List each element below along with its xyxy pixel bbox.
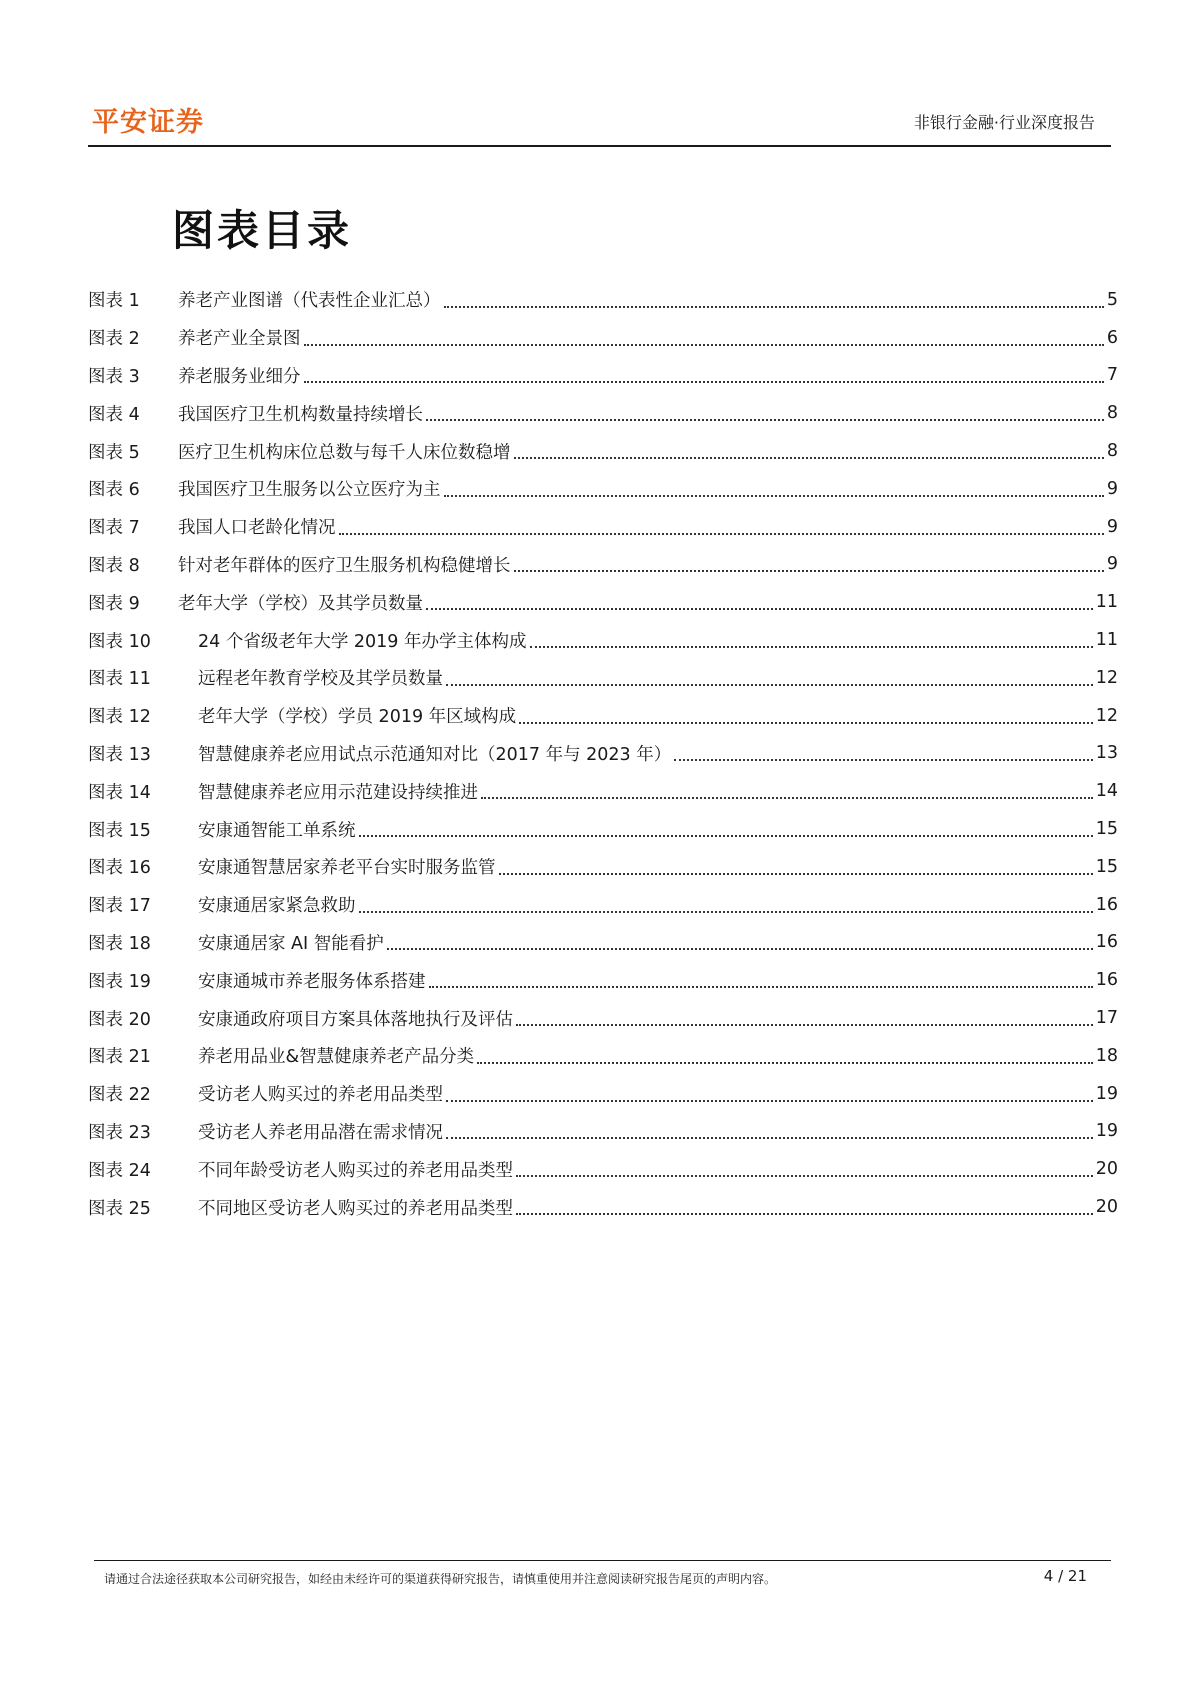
toc-dot-leader [444,495,1104,497]
toc-entry-5[interactable] [88,432,1118,470]
toc-entry-title: 养老产业全景图 [178,329,301,350]
toc-entry-page: 5 [1106,289,1118,310]
toc-entry-page: 16 [1095,932,1118,953]
toc-dot-leader [514,570,1104,572]
toc-entry-page: 12 [1095,705,1118,726]
toc-entry-23[interactable] [88,1113,1118,1151]
toc-entry-label: 图表 2 [88,329,140,350]
toc-entry-16[interactable] [88,848,1118,886]
toc-entry-page: 17 [1095,1008,1118,1029]
company-logo: 平安证券 [92,107,204,138]
toc-dot-leader [429,986,1093,988]
toc-dot-leader [426,608,1093,610]
page-number: 4 / 21 [1043,1567,1087,1585]
toc-dot-leader [387,948,1093,950]
footer-disclaimer: 请通过合法途径获取本公司研究报告，如经由未经许可的渠道获得研究报告，请慎重使用并注意阅读研究报告尾页的声明内容。 [104,1572,777,1586]
toc-entry-label: 图表 4 [88,404,140,425]
toc-entry-11[interactable] [88,659,1118,697]
toc-entry-title: 安康通智能工单系统 [198,820,356,841]
toc-entry-title: 安康通居家 AI 智能看护 [198,933,384,954]
toc-entry-label: 图表 10 [88,631,151,652]
toc-entry-label: 图表 3 [88,366,140,387]
toc-entry-page: 11 [1095,592,1118,613]
toc-entry-19[interactable] [88,961,1118,999]
report-type-label: 非银行金融·行业深度报告 [913,113,1095,132]
toc-dot-leader [446,684,1093,686]
toc-entry-2[interactable] [88,319,1118,357]
toc-entry-title: 养老产业图谱（代表性企业汇总） [178,291,441,312]
toc-entry-12[interactable] [88,697,1118,735]
toc-entry-title: 受访老人购买过的养老用品类型 [198,1085,443,1106]
toc-entry-18[interactable] [88,924,1118,962]
toc-dot-leader [444,306,1104,308]
toc-entry-label: 图表 20 [88,1009,151,1030]
toc-entry-24[interactable] [88,1150,1118,1188]
toc-entry-title: 24 个省级老年大学 2019 年办学主体构成 [198,631,527,652]
toc-entry-21[interactable] [88,1037,1118,1075]
toc-dot-leader [426,419,1104,421]
toc-entry-label: 图表 8 [88,555,140,576]
toc-entry-title: 安康通政府项目方案具体落地执行及评估 [198,1009,513,1030]
toc-entry-label: 图表 9 [88,593,140,614]
toc-dot-leader [304,344,1104,346]
toc-dot-leader [519,722,1093,724]
toc-entry-8[interactable] [88,546,1118,584]
toc-entry-page: 6 [1106,327,1118,348]
toc-entry-title: 养老服务业细分 [178,366,301,387]
toc-entry-label: 图表 5 [88,442,140,463]
toc-entry-page: 15 [1095,819,1118,840]
toc-entry-label: 图表 21 [88,1047,151,1068]
toc-entry-page: 19 [1095,1121,1118,1142]
toc-dot-leader [516,1213,1093,1215]
toc-entry-13[interactable] [88,735,1118,773]
toc-entry-page: 12 [1095,667,1118,688]
toc-entry-label: 图表 22 [88,1085,151,1106]
toc-entry-page: 15 [1095,856,1118,877]
toc-entry-page: 8 [1106,441,1118,462]
toc-dot-leader [514,457,1104,459]
toc-entry-title: 我国医疗卫生服务以公立医疗为主 [178,480,441,501]
toc-entry-page: 8 [1106,403,1118,424]
toc-entry-17[interactable] [88,886,1118,924]
toc-entry-title: 安康通智慧居家养老平台实时服务监管 [198,858,496,879]
toc-entry-page: 20 [1095,1159,1118,1180]
toc-entry-label: 图表 16 [88,858,151,879]
toc-entry-1[interactable] [88,281,1118,319]
toc-entry-3[interactable] [88,357,1118,395]
toc-dot-leader [516,1175,1093,1177]
toc-dot-leader [359,911,1093,913]
toc-entry-10[interactable] [88,621,1118,659]
toc-entry-page: 11 [1095,630,1118,651]
toc-entry-title: 受访老人养老用品潜在需求情况 [198,1122,443,1143]
toc-list [88,281,1118,1226]
toc-entry-page: 20 [1095,1197,1118,1218]
toc-entry-page: 7 [1106,365,1118,386]
toc-entry-title: 我国人口老龄化情况 [178,518,336,539]
toc-entry-title: 养老用品业&智慧健康养老产品分类 [198,1047,475,1068]
toc-entry-label: 图表 18 [88,933,151,954]
toc-entry-6[interactable] [88,470,1118,508]
toc-entry-title: 安康通居家紧急救助 [198,896,356,917]
toc-entry-title: 医疗卫生机构床位总数与每千人床位数稳增 [178,442,511,463]
toc-dot-leader [339,533,1104,535]
toc-dot-leader [477,1062,1093,1064]
toc-entry-22[interactable] [88,1075,1118,1113]
header-divider [88,145,1111,147]
toc-entry-label: 图表 25 [88,1198,151,1219]
toc-entry-label: 图表 24 [88,1160,151,1181]
toc-entry-label: 图表 15 [88,820,151,841]
toc-entry-title: 我国医疗卫生机构数量持续增长 [178,404,423,425]
toc-entry-title: 老年大学（学校）学员 2019 年区域构成 [198,707,517,728]
toc-entry-label: 图表 6 [88,480,140,501]
toc-entry-4[interactable] [88,394,1118,432]
toc-entry-page: 19 [1095,1083,1118,1104]
toc-entry-title: 不同地区受访老人购买过的养老用品类型 [198,1198,513,1219]
toc-dot-leader [499,873,1093,875]
toc-entry-label: 图表 12 [88,707,151,728]
toc-title: 图表目录 [172,206,353,255]
toc-entry-label: 图表 19 [88,971,151,992]
toc-entry-title: 智慧健康养老应用试点示范通知对比（2017 年与 2023 年） [198,744,672,765]
toc-entry-7[interactable] [88,508,1118,546]
toc-entry-14[interactable] [88,772,1118,810]
toc-entry-9[interactable] [88,583,1118,621]
toc-entry-label: 图表 7 [88,518,140,539]
toc-entry-title: 针对老年群体的医疗卫生服务机构稳健增长 [178,555,511,576]
toc-entry-25[interactable] [88,1188,1118,1226]
toc-entry-page: 9 [1106,554,1118,575]
toc-dot-leader [446,1100,1093,1102]
toc-dot-leader [304,381,1104,383]
toc-entry-page: 14 [1095,781,1118,802]
toc-dot-leader [446,1137,1093,1139]
toc-entry-label: 图表 13 [88,744,151,765]
toc-entry-page: 18 [1095,1045,1118,1066]
toc-dot-leader [516,1024,1093,1026]
toc-entry-page: 16 [1095,894,1118,915]
toc-dot-leader [530,646,1093,648]
toc-entry-label: 图表 1 [88,291,140,312]
toc-entry-label: 图表 11 [88,669,151,690]
toc-entry-page: 13 [1095,743,1118,764]
toc-entry-20[interactable] [88,999,1118,1037]
toc-entry-page: 9 [1106,516,1118,537]
toc-entry-label: 图表 17 [88,896,151,917]
toc-entry-page: 16 [1095,970,1118,991]
toc-entry-title: 老年大学（学校）及其学员数量 [178,593,423,614]
toc-dot-leader [359,835,1093,837]
toc-dot-leader [674,759,1092,761]
toc-entry-title: 远程老年教育学校及其学员数量 [198,669,443,690]
toc-entry-title: 安康通城市养老服务体系搭建 [198,971,426,992]
toc-entry-title: 不同年龄受访老人购买过的养老用品类型 [198,1160,513,1181]
toc-entry-15[interactable] [88,810,1118,848]
toc-entry-label: 图表 14 [88,782,151,803]
footer-divider [94,1560,1111,1561]
toc-dot-leader [481,797,1093,799]
toc-entry-page: 9 [1106,478,1118,499]
toc-entry-title: 智慧健康养老应用示范建设持续推进 [198,782,478,803]
toc-entry-label: 图表 23 [88,1122,151,1143]
